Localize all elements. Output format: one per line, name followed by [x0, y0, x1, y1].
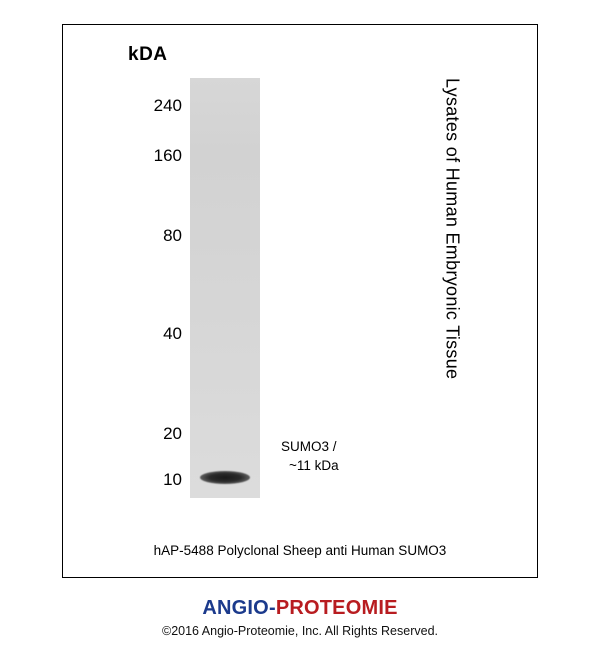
marker-label: 40 — [163, 324, 182, 343]
band-annotation — [281, 437, 339, 475]
marker-label: 160 — [153, 146, 182, 165]
company-logo-text — [0, 597, 600, 620]
marker-label: 240 — [153, 96, 182, 115]
sample-description-vertical — [432, 78, 472, 508]
marker-label: 80 — [163, 226, 182, 245]
band-annotation-line-2: ~11 kDa — [289, 458, 339, 473]
figure-caption: hAP-5488 Polyclonal Sheep anti Human SUMO3 — [153, 543, 447, 558]
band-annotation-line-1: SUMO3 / — [281, 439, 337, 454]
brand-second-word: PROTEOMIE — [275, 597, 398, 619]
marker-label: 20 — [163, 424, 182, 443]
brand-first-word: ANGIO — [202, 597, 269, 619]
protein-band — [200, 471, 250, 484]
sample-description-text: Lysates of Human Embryonic Tissue — [442, 78, 463, 380]
kda-header-label: kDA — [128, 44, 168, 65]
marker-label: 10 — [163, 470, 182, 489]
brand-dash: - — [268, 597, 276, 619]
copyright-text: ©2016 Angio-Proteomie, Inc. All Rights Reserved. — [161, 624, 439, 638]
gel-lane — [190, 78, 260, 498]
